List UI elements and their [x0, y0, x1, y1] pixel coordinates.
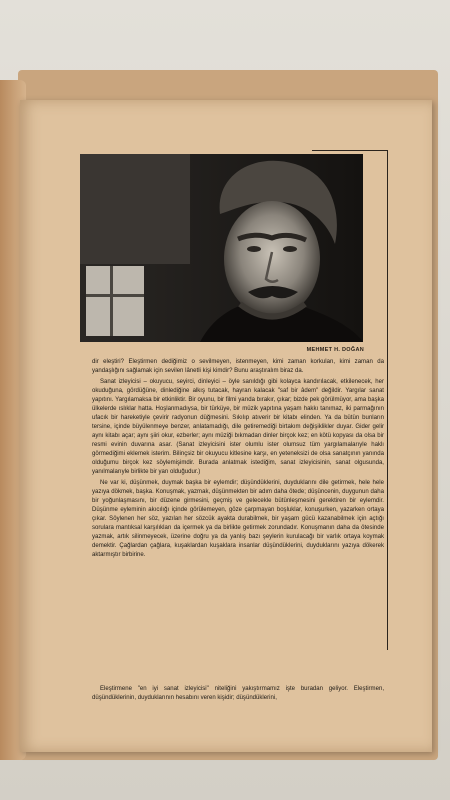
article-paragraph: Ne var ki, düşünmek, duymak başka bir eylemdir; düşündüklerini, duyduklarını dile getirmek, hele hele yazıya dökmek, başka. Konuşmak, yazmak, düşünmekten bir adım daha ötede; düşüncenin, duygunun daha bir yoğunlaşmasını, bir düzene girmesini, geçmiş ve gelecekle bütünleşmesini gerektiren bir eylemdir. Düşünme eyleminin akıcılığı içinde görülemeyen, göze çarpmayan boşluklar, konuşurken, yazarken ortaya çıkar. Söylenen her söz, yazılan her sözcük ayakta durabilmek, bir yaşam gücü kazanabilmek için açtığı sorulara mantıksal karşılıkları da içermek ya da birlikte getirmek zorundadır. Konuşmanın daha da ötesinde yazmak, artık silinmeyecek, üzerine doğru ya da yanlış bazı şeylerin kurulacağı bir varlık ortaya koymak demektir. Çağlardan çağlara, kuşaklardan kuşaklara insanlar düşündüklerini, duyduklarını yazıya dökerek aktarmıştır birbirine.	[92, 479, 384, 558]
decorative-rule-vertical	[387, 150, 388, 650]
article-closing	[92, 685, 384, 703]
article-paragraph: Sanat izleyicisi – okuyucu, seyirci, dinleyici – öyle sanıldığı gibi kolayca kandırılacak, etkilenecek, her okuduğuna, gördüğüne, dinlediğine alkış tutacak, hayran kalacak "saf bir âdem" değildir. Yargılar sanat yapıtını. Yargılamaksa bir etkinliktir. Bir oyunu, bir filmi yarıda bırakır, çıkar; bizde pek görülmüyor, ama başka ülkelerde ıslıklar hatta. Hoşlanmadıysa, bir türküye, bir müzik yapıtına yaşam hakkı tanımaz, iki parmağının ufacık bir hareketiyle çevirir radyonun düğmesini. Sıkılıp atıverir bir kitabı elinden. Ya da bütün bunların tersine, içinde büyülenmeye benzer, anlatamadığı, dile getiremediği birtakım değişiklikler duyar. Gider gelir aynı kitabı açar; aynı şiiri okur, ezberler; aynı müziği bıkmadan dinler birçok kez; en kötü kopyası da olsa bir resmi evinin duvarına asar. (Sanat izleyicisini ister olumlu ister olumsuz tüm yargılamalarıyle haklı görmediğimi eklemek isterim. Bilinçsiz bir okuyucu kitlesine karşı, en yeteneksizi de olsa sanatçının yanında olduğumu birçok kez söylemişimdir. Burada anlatmak istediğim, sanat izleyicisinin, sanat olgusunda, yanılmalarıyle birlikte bir yan olduğudur.)	[92, 378, 384, 476]
article-paragraph: dir eleştiri? Eleştirmen dediğimiz o sevilmeyen, istenmeyen, kimi zaman korkulan, kimi zaman da yandaşlığını sağlamak için sevilen lânetli kişi kimdir? Bunu araştıralım biraz da.	[92, 359, 384, 375]
photo-caption: MEHMET H. DOĞAN	[306, 347, 364, 353]
article-paragraph: Eleştirmene "en iyi sanat izleyicisi" niteliğini yakıştırmamız işte buradan geliyor. Eleştirmen, düşündüklerinin, duyduklarının hesabını veren kişidir; düşündüklerini,	[92, 686, 384, 702]
decorative-rule-horizontal	[312, 150, 388, 151]
author-photo	[80, 154, 363, 342]
article-body	[92, 358, 384, 562]
